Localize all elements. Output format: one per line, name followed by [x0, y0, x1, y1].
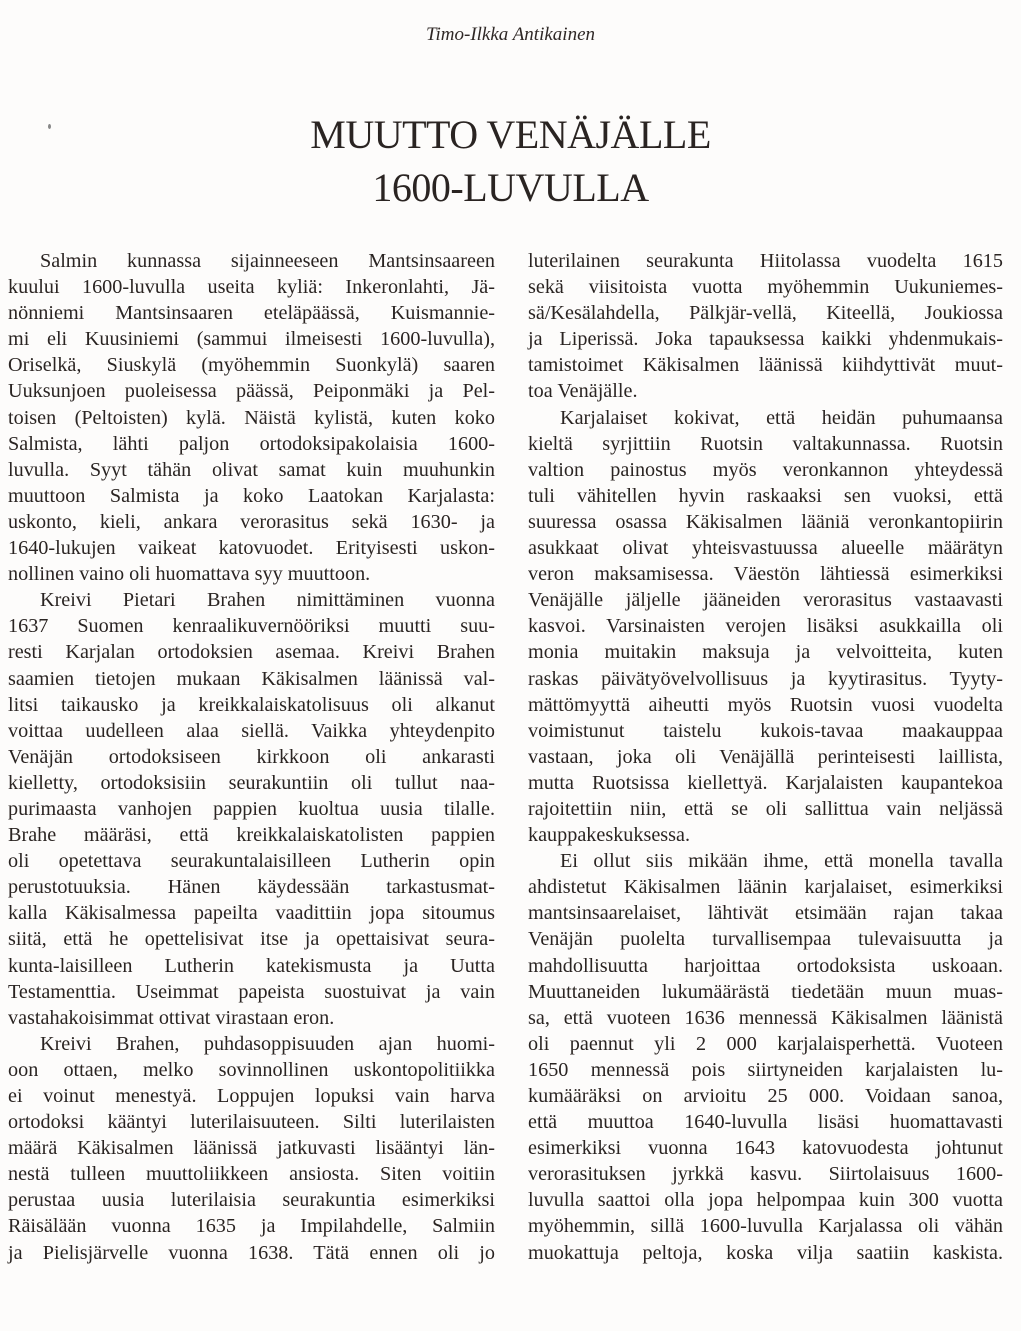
text-line: muuttoon Salmista ja koko Laatokan Karjalasta: [8, 484, 495, 507]
text-line: kauppakeskuksessa. [528, 824, 691, 847]
scan-speck [48, 124, 51, 129]
paragraph [8, 587, 495, 1031]
text-line: vastaan, joka oli Venäjällä perinteisesti laillista, [528, 745, 1003, 768]
text-line: verorasituksen jyrkkä kasvu. Siirtolaisuus 1600- [528, 1163, 1003, 1186]
text-line: Salmista, lähti paljon ortodoksipakolaisia 1600- [8, 432, 495, 455]
text-line: 1650 mennessä pois siirtyneiden karjalaisten lu- [528, 1058, 1003, 1081]
text-line: ja Pielisjärvelle vuonna 1638. Tätä ennen oli jo [8, 1241, 495, 1264]
text-line: ja Liperissä. Joka tapauksessa kaikki yhdenmukais- [528, 328, 1003, 351]
text-line: raskas päivätyövelvollisuus ja kyytirasitus. Tyyty- [528, 667, 1003, 690]
text-line: kumääräksi on arvioitu 25 000. Voidaan sanoa, [528, 1085, 1003, 1107]
text-line: Räisälään vuonna 1635 ja Impilahdelle, Salmiin [8, 1215, 495, 1238]
text-line: nönniemi Mantsinsaaren eteläpäässä, Kuismannie- [8, 302, 495, 325]
text-line: siitä, että he opettelisivat itse ja opettaisivat seura- [8, 928, 495, 951]
text-line: Kreivi Brahen, puhdasoppisuuden ajan huomi- [40, 1032, 495, 1055]
text-line: Venäjän ortodoksiseen kirkkoon oli ankarasti [8, 745, 495, 768]
text-line: ahdistetut Käkisalmen läänin karjalaiset, esimerkiksi [528, 876, 1003, 899]
text-line: valtion painostus myös veronkannon yhteydessä [528, 458, 1003, 481]
text-line: sä/Kesälahdella, Pälkjär-vellä, Kiteellä, Joukiossa [528, 302, 1003, 325]
text-line: mättömyyttä aiheutti myös Ruotsin vuosi vuodelta [528, 693, 1003, 716]
text-line: voittaa uudelleen alaa siellä. Vaikka yhteydenpito [8, 719, 495, 742]
paragraph [8, 248, 495, 587]
text-line: resti Karjalan ortodoksien asemaa. Kreivi Brahen [8, 641, 495, 664]
text-line: perustaa uusia luterilaisia seurakuntia esimerkiksi [8, 1189, 495, 1212]
text-line: Muuttaneiden lukumäärästä tiedetään muun muas- [528, 980, 1003, 1003]
text-line: kuului 1600-luvulla useita kyliä: Inkeronlahti, Jä- [8, 276, 495, 299]
text-line: määrä Käkisalmen läänissä jatkuvasti lisääntyi län- [8, 1137, 495, 1160]
text-line: kielletty, ortodoksisiin seurakuntiin oli tullut naa- [8, 771, 495, 794]
text-line: nollinen vaino oli huomattava syy muuttoon. [8, 563, 371, 586]
text-line: nestä tulleen muuttoliikkeen ansiosta. Siten voitiin [8, 1163, 495, 1186]
text-line: veron maksamisessa. Väestön lähtiessä esimerkiksi [528, 563, 1003, 586]
paragraph [528, 248, 1003, 405]
text-line: Kreivi Pietari Brahen nimittäminen vuonna [40, 589, 495, 612]
title-line-1: MUUTTO VENÄJÄLLE [310, 112, 711, 157]
text-line: oli paennut yli 2 000 karjalaisperhettä. Vuoteen [528, 1032, 1003, 1055]
text-line: muokattuja peltoja, koska vilja saatiin kaskista. [528, 1241, 1003, 1264]
text-line: Oriselkä, Siuskylä (myöhemmin Suonkylä) saaren [8, 354, 495, 377]
text-line: mi eli Kuusiniemi (sammui ilmeisesti 1600-luvulla), [8, 328, 495, 351]
text-line: toisen (Peltoisten) kylä. Näistä kylistä, kuten koko [8, 406, 495, 429]
text-line: luvulla saattoi olla jopa helpompaa kuin 300 vuotta [528, 1189, 1003, 1212]
text-line: suuressa osassa Käkisalmen lääniä veronkantopiirin [528, 510, 1003, 533]
title-line-2: 1600-LUVULLA [372, 165, 649, 210]
text-column-right [528, 248, 1003, 1266]
text-line: ei voinut menestyä. Loppujen lopuksi vain harva [8, 1085, 495, 1107]
text-line: ortodoksi kääntyi luterilaisuuteen. Silti luterilaisten [8, 1111, 495, 1134]
text-line: 1637 Suomen kenraalikuvernööriksi muutti suu- [8, 615, 495, 638]
text-line: Salmin kunnassa sijainneeseen Mantsinsaareen [40, 250, 495, 272]
text-line: tuli vähitellen hyvin raskaaksi sen vuoksi, että [528, 484, 1003, 507]
text-line: voimistunut taistelu kukois-tavaa maakauppaa [528, 719, 1003, 742]
paragraph [528, 405, 1003, 849]
text-line: Brahe määräsi, että kreikkalaiskatolisten pappien [8, 824, 495, 847]
text-line: sekä viisitoista vuotta myöhemmin Uukuniemes- [528, 276, 1003, 299]
text-line: luvulla. Syyt tähän olivat samat kuin muuhunkin [8, 458, 495, 481]
paragraph [8, 1031, 495, 1266]
text-line: toa Venäjälle. [528, 380, 638, 403]
text-line: kalla Käkisalmessa papeilta vaadittiin jopa sitoumus [8, 902, 495, 925]
text-line: asukkaat olivat yhteisvastuussa alueelle määrätyn [528, 537, 1003, 560]
text-line: Ei ollut siis mikään ihme, että monella tavalla [560, 850, 1003, 873]
text-line: litsi taikausko ja kreikkalaiskatolisuus oli alkanut [8, 693, 495, 716]
text-line: luterilainen seurakunta Hiitolassa vuodelta 1615 [528, 250, 1003, 272]
text-line: mahdollisuutta harjoittaa ortodoksista uskoaan. [528, 954, 1003, 977]
author-name: Timo-Ilkka Antikainen [425, 24, 596, 45]
text-line: monia muitakin maksuja ja velvoitteita, kuten [528, 641, 1003, 664]
text-line: oli opetettava seurakuntalaisilleen Lutherin opin [8, 850, 495, 873]
text-column-left [8, 248, 495, 1266]
text-line: tamistoimet Käkisalmen läänissä kiihdyttivät muut- [528, 354, 1003, 377]
text-line: Venäjän puolelta turvallisempaa tulevaisuutta ja [528, 928, 1003, 951]
text-line: 1640-lukujen vaikeat katovuodet. Erityisesti uskon- [8, 537, 495, 560]
text-line: Uuksunjoen puoleisessa päässä, Peiponmäki ja Pel- [8, 380, 495, 403]
text-line: myöhemmin, sillä 1600-luvulla Karjalassa oli vähän [528, 1215, 1003, 1238]
text-line: Venäjälle jäljelle jääneiden verorasitus vastaavasti [528, 589, 1003, 612]
text-line: esimerkiksi vuonna 1643 katovuodesta johtunut [528, 1137, 1003, 1160]
text-line: Karjalaiset kokivat, että heidän puhumaansa [560, 406, 1003, 429]
text-line: mantsinsaarelaiset, lähtivät etsimään rajan takaa [528, 902, 1003, 925]
text-line: perustotuuksia. Hänen käydessään tarkastusmat- [8, 876, 495, 899]
text-line: kunta-laisilleen Lutherin katekismusta ja Uutta [8, 954, 495, 977]
text-line: että muuttoa 1640-luvulla lisäsi huomattavasti [528, 1111, 1003, 1134]
text-line: kieltä syrjittiin Ruotsin valtakunnassa. Ruotsin [528, 432, 1003, 455]
text-line: purimaasta vanhojen pappien kuoltua uusia tilalle. [8, 797, 495, 820]
text-line: Testamenttia. Useimmat papeista suostuivat ja vain [8, 980, 495, 1003]
text-line: sa, että vuoteen 1636 mennessä Käkisalmen läänistä [528, 1006, 1003, 1029]
text-line: mutta Ruotsissa kiellettyä. Karjalaisten kaupantekoa [528, 771, 1003, 794]
text-line: kasvoi. Varsinaisten verojen lisäksi asukkailla oli [528, 615, 1003, 638]
text-line: uskonto, kieli, ankara verorasitus sekä 1630- ja [8, 510, 495, 533]
text-line: vastahakoisimmat ottivat virastaan eron. [8, 1006, 335, 1029]
article-title [0, 108, 1021, 214]
text-line: saamien tietojen mukaan Käkisalmen läänissä val- [8, 667, 495, 690]
text-line: rajoitettiin niin, että se oli sallittua vain neljässä [528, 797, 1003, 820]
text-line: oon ottaen, melko sovinnollinen uskontopolitiikka [8, 1058, 495, 1081]
paragraph [528, 848, 1003, 1266]
